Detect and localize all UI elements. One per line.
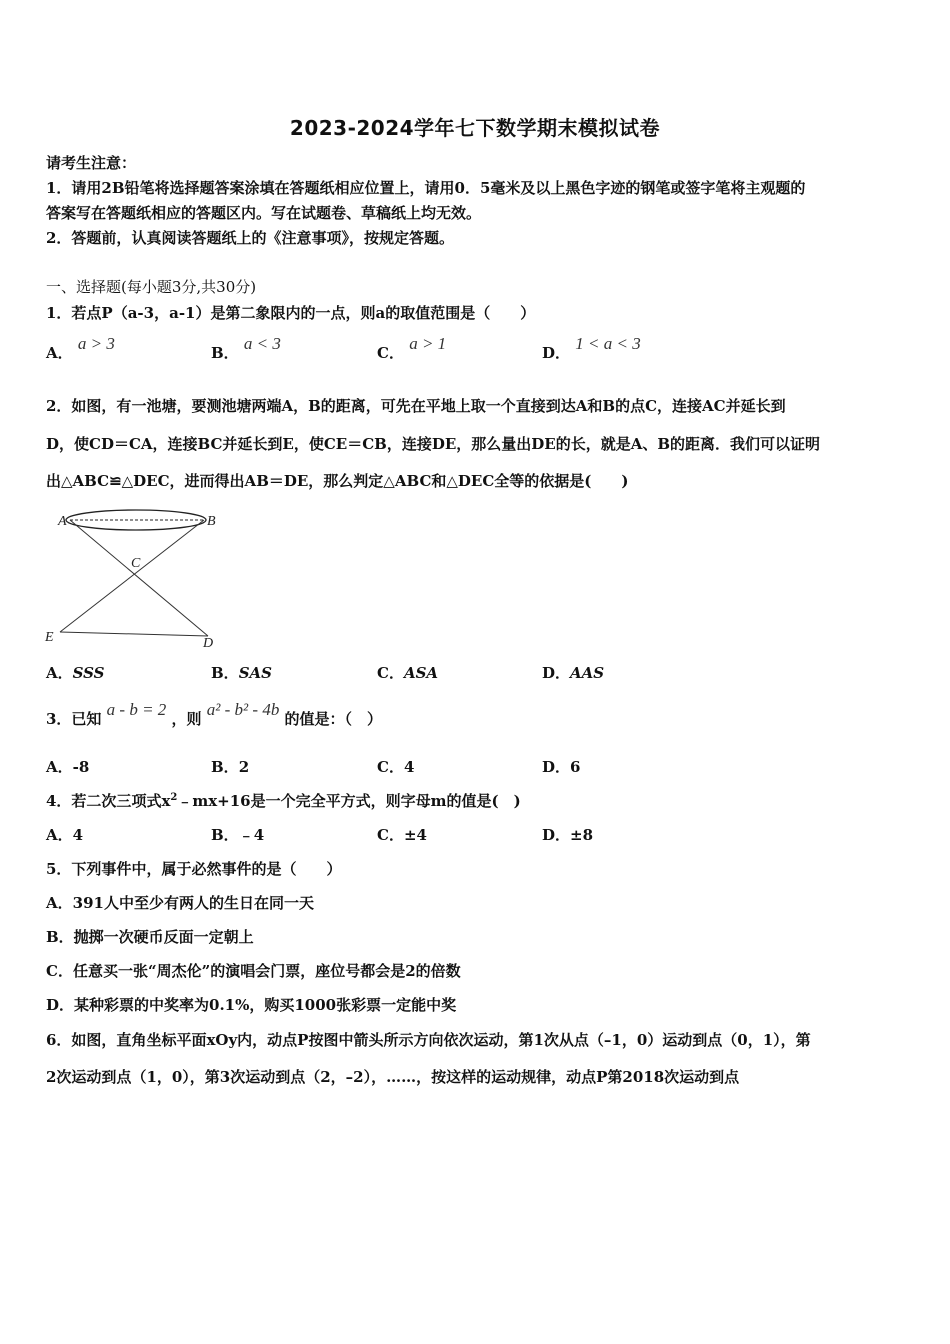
- page-title: 2023-2024学年七下数学期末模拟试卷: [289, 116, 661, 140]
- option-value: SAS: [238, 664, 272, 682]
- option-label: B．: [211, 344, 239, 362]
- pond-triangle-figure: [40, 505, 230, 650]
- q3-suffix: 的值是：（ ）: [284, 710, 383, 728]
- option-value: 4: [403, 758, 415, 776]
- question-6-stem-line-2: 2次运动到点（1，0），第3次运动到点（2，–2），……，按这样的运动规律，动点P第2018次运动到点: [46, 1068, 740, 1086]
- option-value: 1 < a < 3: [575, 334, 641, 353]
- q3-mid: ，则: [171, 710, 202, 728]
- option-value: ±8: [570, 826, 594, 844]
- option-value: ﹣4: [238, 826, 265, 844]
- option-label: A．: [46, 664, 73, 682]
- q3-option-a[interactable]: [46, 756, 89, 777]
- option-value: a > 3: [77, 334, 115, 353]
- segment-be: [60, 520, 204, 632]
- option-label: B．: [211, 826, 239, 844]
- q2-option-b[interactable]: [211, 662, 272, 683]
- label-a: A: [58, 514, 67, 529]
- question-4-stem: [46, 790, 521, 811]
- question-1-stem: 1．若点P（a-3，a-1）是第二象限内的一点，则a的取值范围是（ ）: [46, 304, 536, 322]
- q3-option-d[interactable]: [542, 756, 580, 777]
- q2-option-c[interactable]: [377, 662, 438, 683]
- option-label: C．: [377, 344, 404, 362]
- q5-choice-c[interactable]: C．任意买一张“周杰伦”的演唱会门票，座位号都会是2的倍数: [46, 962, 461, 980]
- q1-option-a[interactable]: [46, 334, 115, 363]
- label-c: C: [131, 556, 141, 571]
- option-label: D．: [542, 664, 571, 682]
- q3-option-b[interactable]: [211, 756, 249, 777]
- q1-option-c[interactable]: [377, 334, 447, 363]
- option-label: D．: [542, 344, 571, 362]
- q1-option-d[interactable]: [542, 334, 641, 363]
- option-value: a > 1: [409, 334, 447, 353]
- question-6-stem-line-1: 6．如图，直角坐标平面xOy内，动点P按图中箭头所示方向依次运动，第1次从点（–1，0）运动到点（0，1），第: [46, 1031, 811, 1049]
- option-label: B．: [211, 664, 239, 682]
- segment-ed: [60, 632, 208, 636]
- q4-exponent: 2: [170, 792, 178, 803]
- section-heading: 一、选择题(每小题3分,共30分): [46, 278, 257, 296]
- label-d: D: [203, 636, 214, 650]
- q2-option-d[interactable]: [542, 662, 604, 683]
- q3-prefix: 3．已知: [46, 710, 102, 728]
- notice-item-1-line-2: 答案写在答题纸相应的答题区内。写在试题卷、草稿纸上均无效。: [46, 204, 482, 222]
- option-label: C．: [377, 826, 404, 844]
- question-2-stem-line-2: D，使CD＝CA，连接BC并延长到E，使CE＝CB，连接DE，那么量出DE的长，就是A、B的距离．我们可以证明: [46, 435, 821, 453]
- q3-expression: a² - b² - 4b: [206, 700, 280, 719]
- option-value: 4: [72, 826, 84, 844]
- option-value: AAS: [570, 664, 605, 682]
- option-label: C．: [377, 758, 404, 776]
- q4-option-d[interactable]: [542, 824, 593, 845]
- option-label: D．: [542, 758, 571, 776]
- q5-choice-a[interactable]: A．391人中至少有两人的生日在同一天: [46, 894, 314, 912]
- question-2-stem-line-1: 2．如图，有一池塘，要测池塘两端A，B的距离，可先在平地上取一个直接到达A和B的点C，连接AC并延长到: [46, 397, 786, 415]
- option-label: B．: [211, 758, 239, 776]
- option-label: D．: [542, 826, 571, 844]
- q4-option-b[interactable]: [211, 824, 264, 845]
- label-e: E: [45, 630, 54, 645]
- segment-ad: [70, 520, 208, 636]
- q1-option-b[interactable]: [211, 334, 281, 363]
- label-b: B: [207, 514, 216, 529]
- option-value: ASA: [403, 664, 439, 682]
- q5-choice-b[interactable]: B．抛掷一次硬币反面一定朝上: [46, 928, 254, 946]
- option-value: a < 3: [243, 334, 281, 353]
- q3-condition: a - b = 2: [106, 700, 167, 719]
- q4-option-a[interactable]: [46, 824, 83, 845]
- notice-heading: 请考生注意：: [46, 154, 137, 172]
- option-label: C．: [377, 664, 404, 682]
- q4-option-c[interactable]: [377, 824, 427, 845]
- option-value: SSS: [72, 664, 105, 682]
- option-value: 2: [238, 758, 250, 776]
- option-value: -8: [72, 758, 90, 776]
- q3-option-c[interactable]: [377, 756, 414, 777]
- option-label: A．: [46, 758, 73, 776]
- question-5-stem: 5．下列事件中，属于必然事件的是（ ）: [46, 860, 342, 878]
- q4-suffix: ﹣mx+16是一个完全平方式，则字母m的值是( ): [177, 792, 521, 810]
- q2-option-a[interactable]: [46, 662, 104, 683]
- question-2-stem-line-3: 出△ABC≌△DEC，进而得出AB＝DE，那么判定△ABC和△DEC全等的依据是( ): [46, 472, 629, 490]
- option-label: A．: [46, 826, 73, 844]
- notice-item-1-line-1: 1．请用2B铅笔将选择题答案涂填在答题纸相应位置上，请用0．5毫米及以上黑色字迹的钢笔或签字笔将主观题的: [46, 179, 806, 197]
- question-3-stem: [46, 700, 383, 729]
- option-value: 6: [570, 758, 581, 776]
- q4-prefix: 4．若二次三项式x: [46, 792, 171, 810]
- option-label: A．: [46, 344, 73, 362]
- notice-item-2: 2．答题前，认真阅读答题纸上的《注意事项》，按规定答题。: [46, 229, 454, 247]
- option-value: ±4: [403, 826, 427, 844]
- q5-choice-d[interactable]: D．某种彩票的中奖率为0.1%，购买1000张彩票一定能中奖: [46, 996, 457, 1014]
